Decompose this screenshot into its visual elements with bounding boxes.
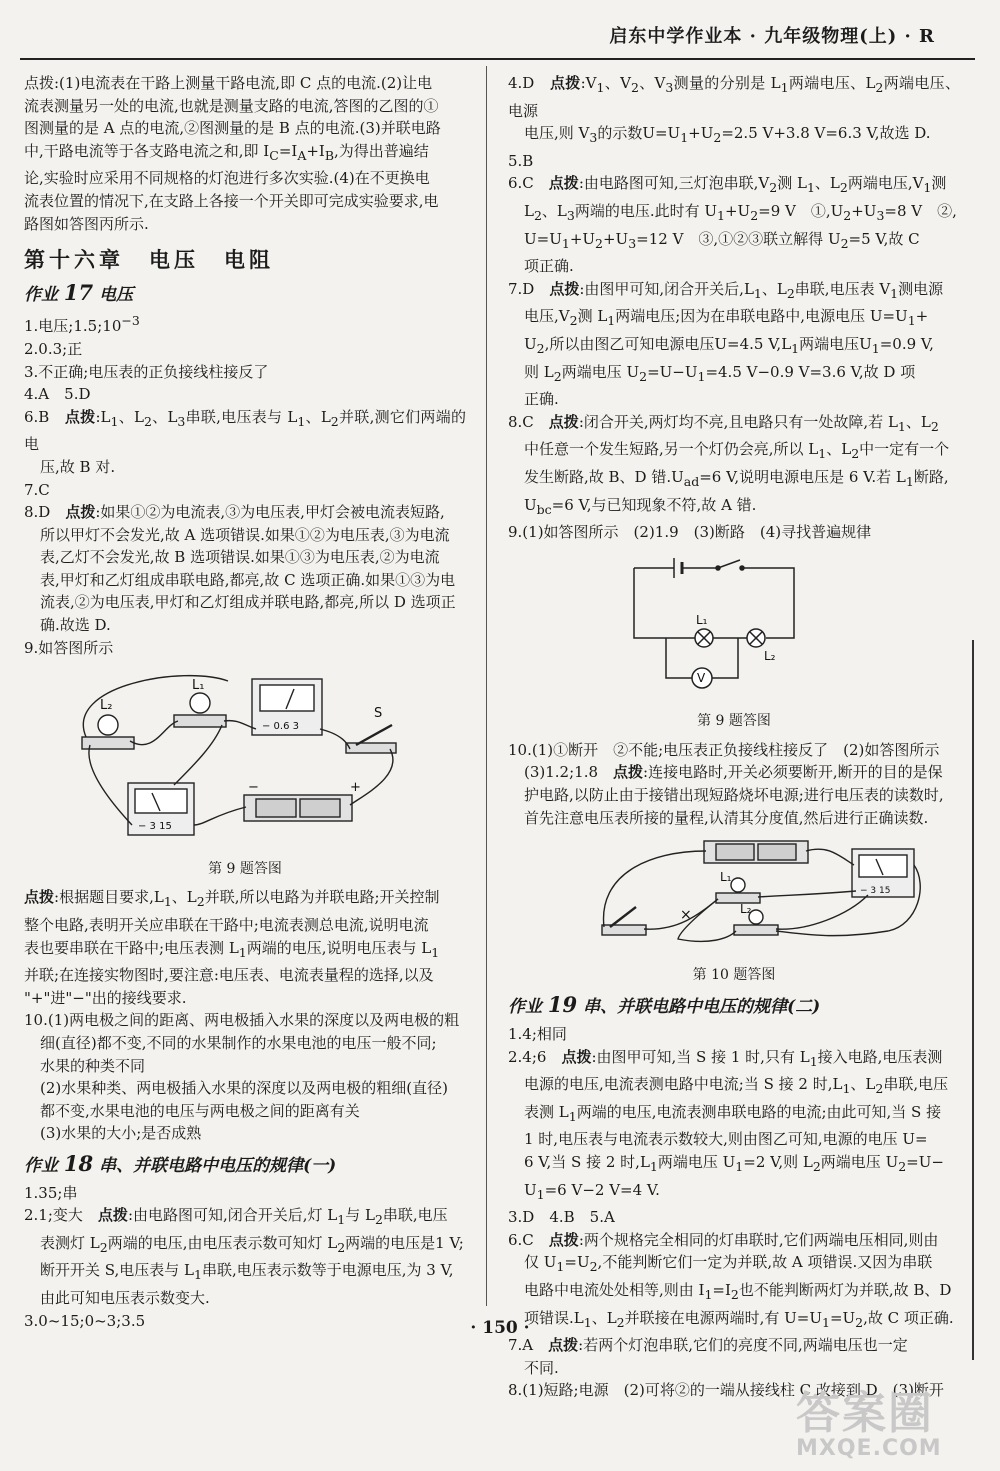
column-divider — [486, 66, 487, 1306]
homework-17-heading — [24, 279, 466, 307]
text-line: 9.如答图所示 — [24, 638, 114, 657]
lamp-l1-base — [716, 893, 760, 903]
text-line: 1 时,电压表与电流表示数较大,则由图乙可知,电源的电压 U= — [524, 1130, 928, 1149]
text-line: 3.D 4.B 5.A — [508, 1208, 615, 1227]
homework-18-title: 串、并联电路中电压的规律(一) — [99, 1155, 337, 1176]
figure-9-right — [508, 550, 960, 707]
watermark-url: MXQE.COM — [796, 1436, 942, 1461]
homework-19-answers — [508, 1023, 960, 1402]
homework-17-number: 17 — [63, 279, 94, 305]
text-line: 水果的种类不同 — [40, 1056, 146, 1075]
label-l2: L₂ — [100, 698, 113, 714]
text-line: 表也要串联在干路中;电压表测 $L_1$两端的电压,说明电压表与 $L_1$ — [24, 938, 440, 960]
text-line: 由此可知电压表示数变大. — [40, 1288, 210, 1307]
circuit-photo-diagram — [24, 665, 464, 847]
label-l2: L₂ — [740, 902, 752, 917]
text-line: 1.4;相同 — [508, 1025, 567, 1044]
text-line: 路图如答图丙所示. — [24, 214, 149, 233]
text-line: 7.A 点拨:若两个灯泡串联,它们的亮度不同,两端电压也一定 — [508, 1336, 908, 1355]
homework-17-answers-continued — [24, 886, 466, 1145]
page-header — [20, 20, 975, 60]
text-line: 2.0.3;正 — [24, 339, 83, 358]
text-line: 项错误$.L_1$、$L_2$并联接在电源两端时,有 $U=U_1=U_2$,故 C 项正确. — [524, 1308, 954, 1330]
text-line: 6.C 点拨:由电路图可知,三灯泡串联$,V_2$测 $L_1$、$L_2$两端电压$,V_1$测 — [508, 174, 947, 196]
text-line: 点拨:(1)电流表在干路上测量干路电流,即 C 点的电流.(2)让电 — [24, 74, 433, 92]
right-column — [508, 72, 960, 1402]
figure-9-right-caption: 第 9 题答图 — [697, 713, 771, 730]
text-line: $L_2$、$L_3$两端的电压.此时有 $U_1+U_2=9$ V $①,U_2+U_3=8$ V ②, — [524, 201, 957, 223]
text-line: 电压$,V_2$测 $L_1$两端电压;因为在串联电路中,电源电压 $U=U_1+$ — [524, 307, 929, 329]
homework-18-answers-continued — [508, 72, 960, 544]
text-line: 论,实验时应采用不同规格的灯泡进行多次实验.(4)在不更换电 — [24, 169, 430, 188]
circuit-photo-diagram-10 — [508, 835, 960, 953]
homework-19-title: 串、并联电路中电压的规律(二) — [583, 997, 821, 1018]
homework-17-answers — [24, 310, 466, 659]
page-number: · 150 · — [470, 1318, 530, 1338]
text-line: $U_{bc}=6$ V,与已知现象不符,故 A 错. — [524, 495, 757, 517]
text-line: 表,甲灯和乙灯组成串联电路,都亮,故 C 选项正确.如果①③为电 — [40, 570, 456, 589]
watermark-logo — [796, 1388, 986, 1466]
text-line: (3)1.2;1.8 点拨:连接电路时,开关必须要断开,断开的目的是保 — [524, 763, 943, 782]
text-line: 6.C 点拨:两个规格完全相同的灯串联时,它们两端电压相同,则由 — [508, 1230, 939, 1249]
text-line: "+"进"−"出的接线要求. — [24, 988, 187, 1007]
text-line: 表测 $L_1$两端的电压,电流表测串联电路的电流;由此可知,当 S 接 — [524, 1102, 942, 1124]
text-line: $U=U_1+U_2+U_3=12$ V ③,①②③联立解得 $U_2=5$ V,故 C — [524, 229, 920, 251]
text-line: 4.D 点拨$:V_1$、$V_2$、$V_3$测量的分别是 $L_1$两端电压、$L_2$两端电压、电源 — [508, 74, 960, 120]
switch-base — [602, 925, 646, 935]
text-line: 中任意一个发生短路,另一个灯仍会亮,所以 $L_1$、$L_2$中一定有一个 — [524, 440, 950, 462]
text-line: 正确. — [524, 390, 559, 409]
text-line: 并联;在连接实物图时,要注意:电压表、电流表量程的选择,以及 — [24, 966, 434, 985]
label-l1: L₁ — [696, 612, 708, 627]
text-line: 中,干路电流等于各支路电流之和,即 $I_C=I_A+I_B$,为得出普遍结 — [24, 141, 429, 163]
text-line: 1.电压$;1.5;10^{-3}$ — [24, 313, 140, 336]
text-line: 细(直径)都不变,不同的水果制作的水果电池的电压一般不同; — [40, 1034, 437, 1052]
text-line: 1.35;串 — [24, 1183, 78, 1202]
text-line: 7.D 点拨:由图甲可知,闭合开关后$,L_1$、$L_2$串联,电压表 $V_1$测电源 — [508, 279, 944, 301]
text-line: 4.A 5.D — [24, 385, 91, 404]
text-line: 图测量的是 A 点的电流,②图测量的是 B 点的电流.(3)并联电路 — [24, 119, 441, 138]
text-line: 表测灯 $L_2$两端的电压,由电压表示数可知灯 $L_2$两端的电压是1 V; — [40, 1233, 464, 1255]
switch-base — [346, 743, 396, 753]
homework-17-title: 电压 — [99, 284, 134, 305]
lamp-l2-base — [734, 925, 778, 935]
text-line: 则 $L_2$两端电压 $U_2=U-U_1=4.5$ V−0.9 V=3.6 V,故 D 项 — [524, 362, 916, 384]
watermark-text: 答案圈 — [796, 1388, 934, 1439]
intro-answer-block — [24, 72, 466, 235]
text-line: $U_1=6$ V−2 V=4 V. — [524, 1180, 660, 1202]
text-line: 9.(1)如答图所示 (2)1.9 (3)断路 (4)寻找普遍规律 — [508, 523, 872, 542]
text-line: 首先注意电压表所接的量程,认清其分度值,然后进行正确读数. — [524, 808, 929, 827]
text-line: (2)水果种类、两电极插入水果的深度以及两电极的粗细(直径) — [40, 1079, 448, 1098]
text-line: (3)水果的大小;是否成熟 — [40, 1124, 202, 1143]
text-line: 6.B 点拨$:L_1$、$L_2$、$L_3$串联,电压表与 $L_1$、$L_2$并联,测它们两端的电 — [24, 407, 466, 454]
text-line: 发生断路,故 B、D 错$.U_{ad}=6$ V,说明电源电压是 6 V.若 $L_1$断路, — [524, 467, 949, 489]
chapter-title: 第十六章 电压 电阻 — [24, 247, 274, 273]
label-l1: L₁ — [720, 870, 732, 885]
text-line: 流表,②为电压表,甲灯和乙灯组成并联电路,都亮,所以 D 选项正 — [40, 593, 456, 612]
label-s: S — [374, 706, 383, 722]
homework-18-heading — [24, 1150, 466, 1178]
text-line: $U_2$,所以由图乙可知电源电压U=4.5 $V,L_1$两端电压$U_1=0.9$ V, — [524, 334, 934, 356]
lamp-l2-bulb — [98, 715, 118, 735]
text-line: 7.C — [24, 480, 50, 499]
figure-10-caption: 第 10 题答图 — [692, 966, 776, 983]
figure-9-left — [24, 665, 466, 854]
text-line: 不同. — [524, 1358, 559, 1377]
homework-18-prefix: 作业 — [24, 1155, 58, 1176]
text-line: 10.(1)两电极之间的距离、两电极插入水果的深度以及两电极的粗 — [24, 1011, 460, 1030]
text-line: 电路中电流处处相等,则由 $I_1=I_2$也不能判断两灯为并联,故 B、D — [524, 1280, 952, 1302]
voltmeter-scale: − 3 15 — [138, 821, 172, 833]
homework-18-answers — [24, 1182, 466, 1333]
text-line: 都不变,水果电池的电压与两电极之间的距离有关 — [40, 1101, 360, 1120]
text-line: 6 V,当 S 接 2 时$,L_1$两端电压 $U_1=2$ V,则 $L_2$两端电压 $U_2=U-$ — [524, 1153, 944, 1174]
figure-10 — [508, 835, 960, 960]
text-line: 8.C 点拨:闭合开关,两灯均不亮,且电路只有一处故障,若 $L_1$、$L_2$ — [508, 412, 939, 434]
label-v: V — [697, 670, 706, 685]
text-line: 10.(1)①断开 ②不能;电压表正负接线柱接反了 (2)如答图所示 — [508, 740, 940, 759]
text-line: 护电路,以防止由于接错出现短路烧坏电源;进行电压表的读数时, — [524, 786, 944, 805]
voltmeter-scale: − 3 15 — [860, 886, 891, 897]
lamp-l1-bulb — [190, 693, 210, 713]
label-plus: + — [350, 780, 361, 796]
switch-lever — [718, 560, 740, 568]
homework-19-heading — [508, 994, 960, 1019]
text-line: 所以甲灯不会发光,故 A 选项错误.如果①②为电压表,③为电流 — [40, 525, 450, 544]
text-line: 3.不正确;电压表的正负接线柱接反了 — [24, 362, 269, 381]
homework-17-prefix: 作业 — [24, 284, 58, 305]
text-line: 确.故选 D. — [40, 616, 111, 635]
text-line: 2.1;变大 点拨:由电路图可知,闭合开关后,灯 $L_1$与 $L_2$串联,电压 — [24, 1206, 448, 1228]
text-line: 8.(1)短路;电源 (2)可将②的一端从接线柱 C 改接到 D (3)断开 — [508, 1381, 944, 1400]
text-line: 流表测量另一处的电流,也就是测量支路的电流,答图的乙图的① — [24, 96, 439, 115]
text-line: 8.D 点拨:如果①②为电流表,③为电压表,甲灯会被电流表短路, — [24, 503, 445, 522]
label-l2: L₂ — [764, 648, 776, 663]
text-line: 仅 $U_1=U_2$,不能判断它们一定为并联,故 A 项错误.又因为串联 — [524, 1253, 933, 1275]
text-line: 3.0~15;0~3;3.5 — [24, 1311, 146, 1330]
homework-18-number: 18 — [63, 1150, 94, 1176]
lamp-l1-base — [174, 715, 226, 727]
text-line: 电压,则 $V_3$的示数$U=U_1+U_2=2.5$ V+3.8 V=6.3 V,故选 D. — [524, 124, 931, 146]
label-l1: L₁ — [192, 678, 205, 694]
text-line: 点拨:根据题目要求$,L_1$、$L_2$并联,所以电路为并联电路;开关控制 — [24, 888, 440, 910]
text-line: 压,故 B 对. — [40, 457, 116, 476]
circuit-schematic — [508, 550, 960, 700]
text-line: 5.B — [508, 151, 534, 170]
ammeter-scale: − 0.6 3 — [262, 721, 300, 733]
page-edge-line — [972, 640, 974, 1360]
text-line: 流表位置的情况下,在支路上各接一个开关即可完成实验要求,电 — [24, 191, 439, 210]
homework-19-prefix: 作业 — [508, 997, 542, 1018]
figure-9-left-caption: 第 9 题答图 — [208, 860, 282, 877]
text-line: 整个电路,表明开关应串联在干路中;电流表测总电流,说明电流 — [24, 916, 429, 935]
text-line: 电源的电压,电流表测电路中电流;当 S 接 2 时$,L_1$、$L_2$串联,电压 — [524, 1075, 949, 1097]
homework-19-number: 19 — [547, 992, 578, 1018]
label-minus: − — [248, 780, 259, 796]
text-line: 2.4;6 点拨:由图甲可知,当 S 接 1 时,只有 $L_1$接入电路,电压表测 — [508, 1047, 943, 1069]
text-line: 表,乙灯不会发光,故 B 选项错误.如果①③为电压表,②为电流 — [40, 548, 440, 567]
header-title: 启东中学作业本 · 九年级物理(上) · R — [609, 26, 935, 47]
question-10-answer — [508, 739, 960, 829]
cross-mark: × — [680, 907, 692, 924]
text-line: 项正确. — [524, 257, 574, 276]
left-column — [24, 72, 466, 1332]
text-line: 断开开关 S,电压表与 $L_1$串联,电压表示数等于电源电压,为 3 V, — [40, 1261, 454, 1283]
